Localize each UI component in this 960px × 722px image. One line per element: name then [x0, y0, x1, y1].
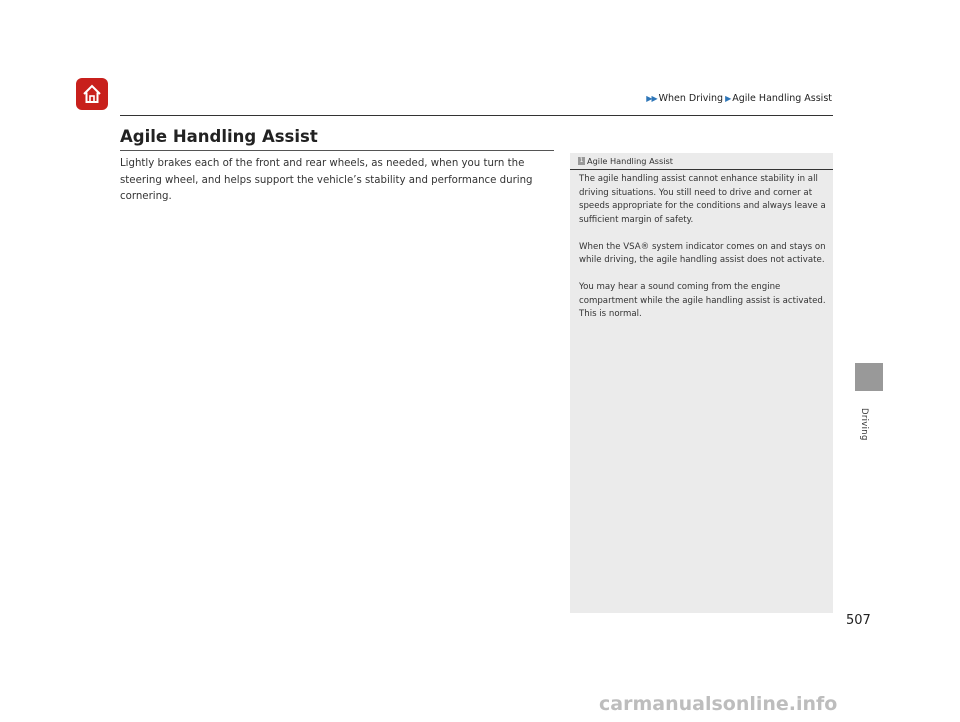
breadcrumb-agile-handling-assist[interactable]: Agile Handling Assist [732, 93, 832, 104]
breadcrumb [646, 93, 832, 104]
breadcrumb-arrow-icon: ▶▶ [646, 94, 657, 103]
body-paragraph: Lightly brakes each of the front and rear wheels, as needed, when you turn the steering wheel, and helps support the vehicle’s stability and performance during cornering. [120, 158, 533, 202]
sidebar-title: Agile Handling Assist [587, 156, 673, 166]
header-divider [120, 115, 833, 116]
sidebar-paragraph: When the VSA® system indicator comes on and stays on while driving, the agile handling assist does not activate. [579, 241, 826, 265]
title-divider [120, 150, 554, 151]
page-number: 507 [846, 613, 871, 628]
reference-icon: 1 [579, 157, 584, 164]
sidebar-paragraph: The agile handling assist cannot enhance stability in all driving situations. You still need to drive and corner at speeds appropriate for the conditions and always leave a sufficient margin of safety. [579, 174, 826, 225]
sidebar-divider [570, 169, 833, 170]
watermark: carmanualsonline.info [599, 693, 838, 715]
breadcrumb-arrow-icon: ▶ [725, 94, 731, 103]
section-title: Agile Handling Assist [120, 127, 318, 146]
sidebar-header[interactable] [570, 156, 833, 166]
sidebar-paragraph: You may hear a sound coming from the engine compartment while the agile handling assist is activated. This is normal. [579, 282, 826, 319]
home-button[interactable] [76, 78, 108, 110]
sidebar-note [570, 153, 833, 613]
home-icon [81, 83, 103, 105]
breadcrumb-when-driving[interactable]: When Driving [658, 93, 724, 104]
sidebar-text [579, 173, 827, 335]
chapter-label: Driving [859, 408, 869, 441]
chapter-tab[interactable] [855, 363, 883, 391]
